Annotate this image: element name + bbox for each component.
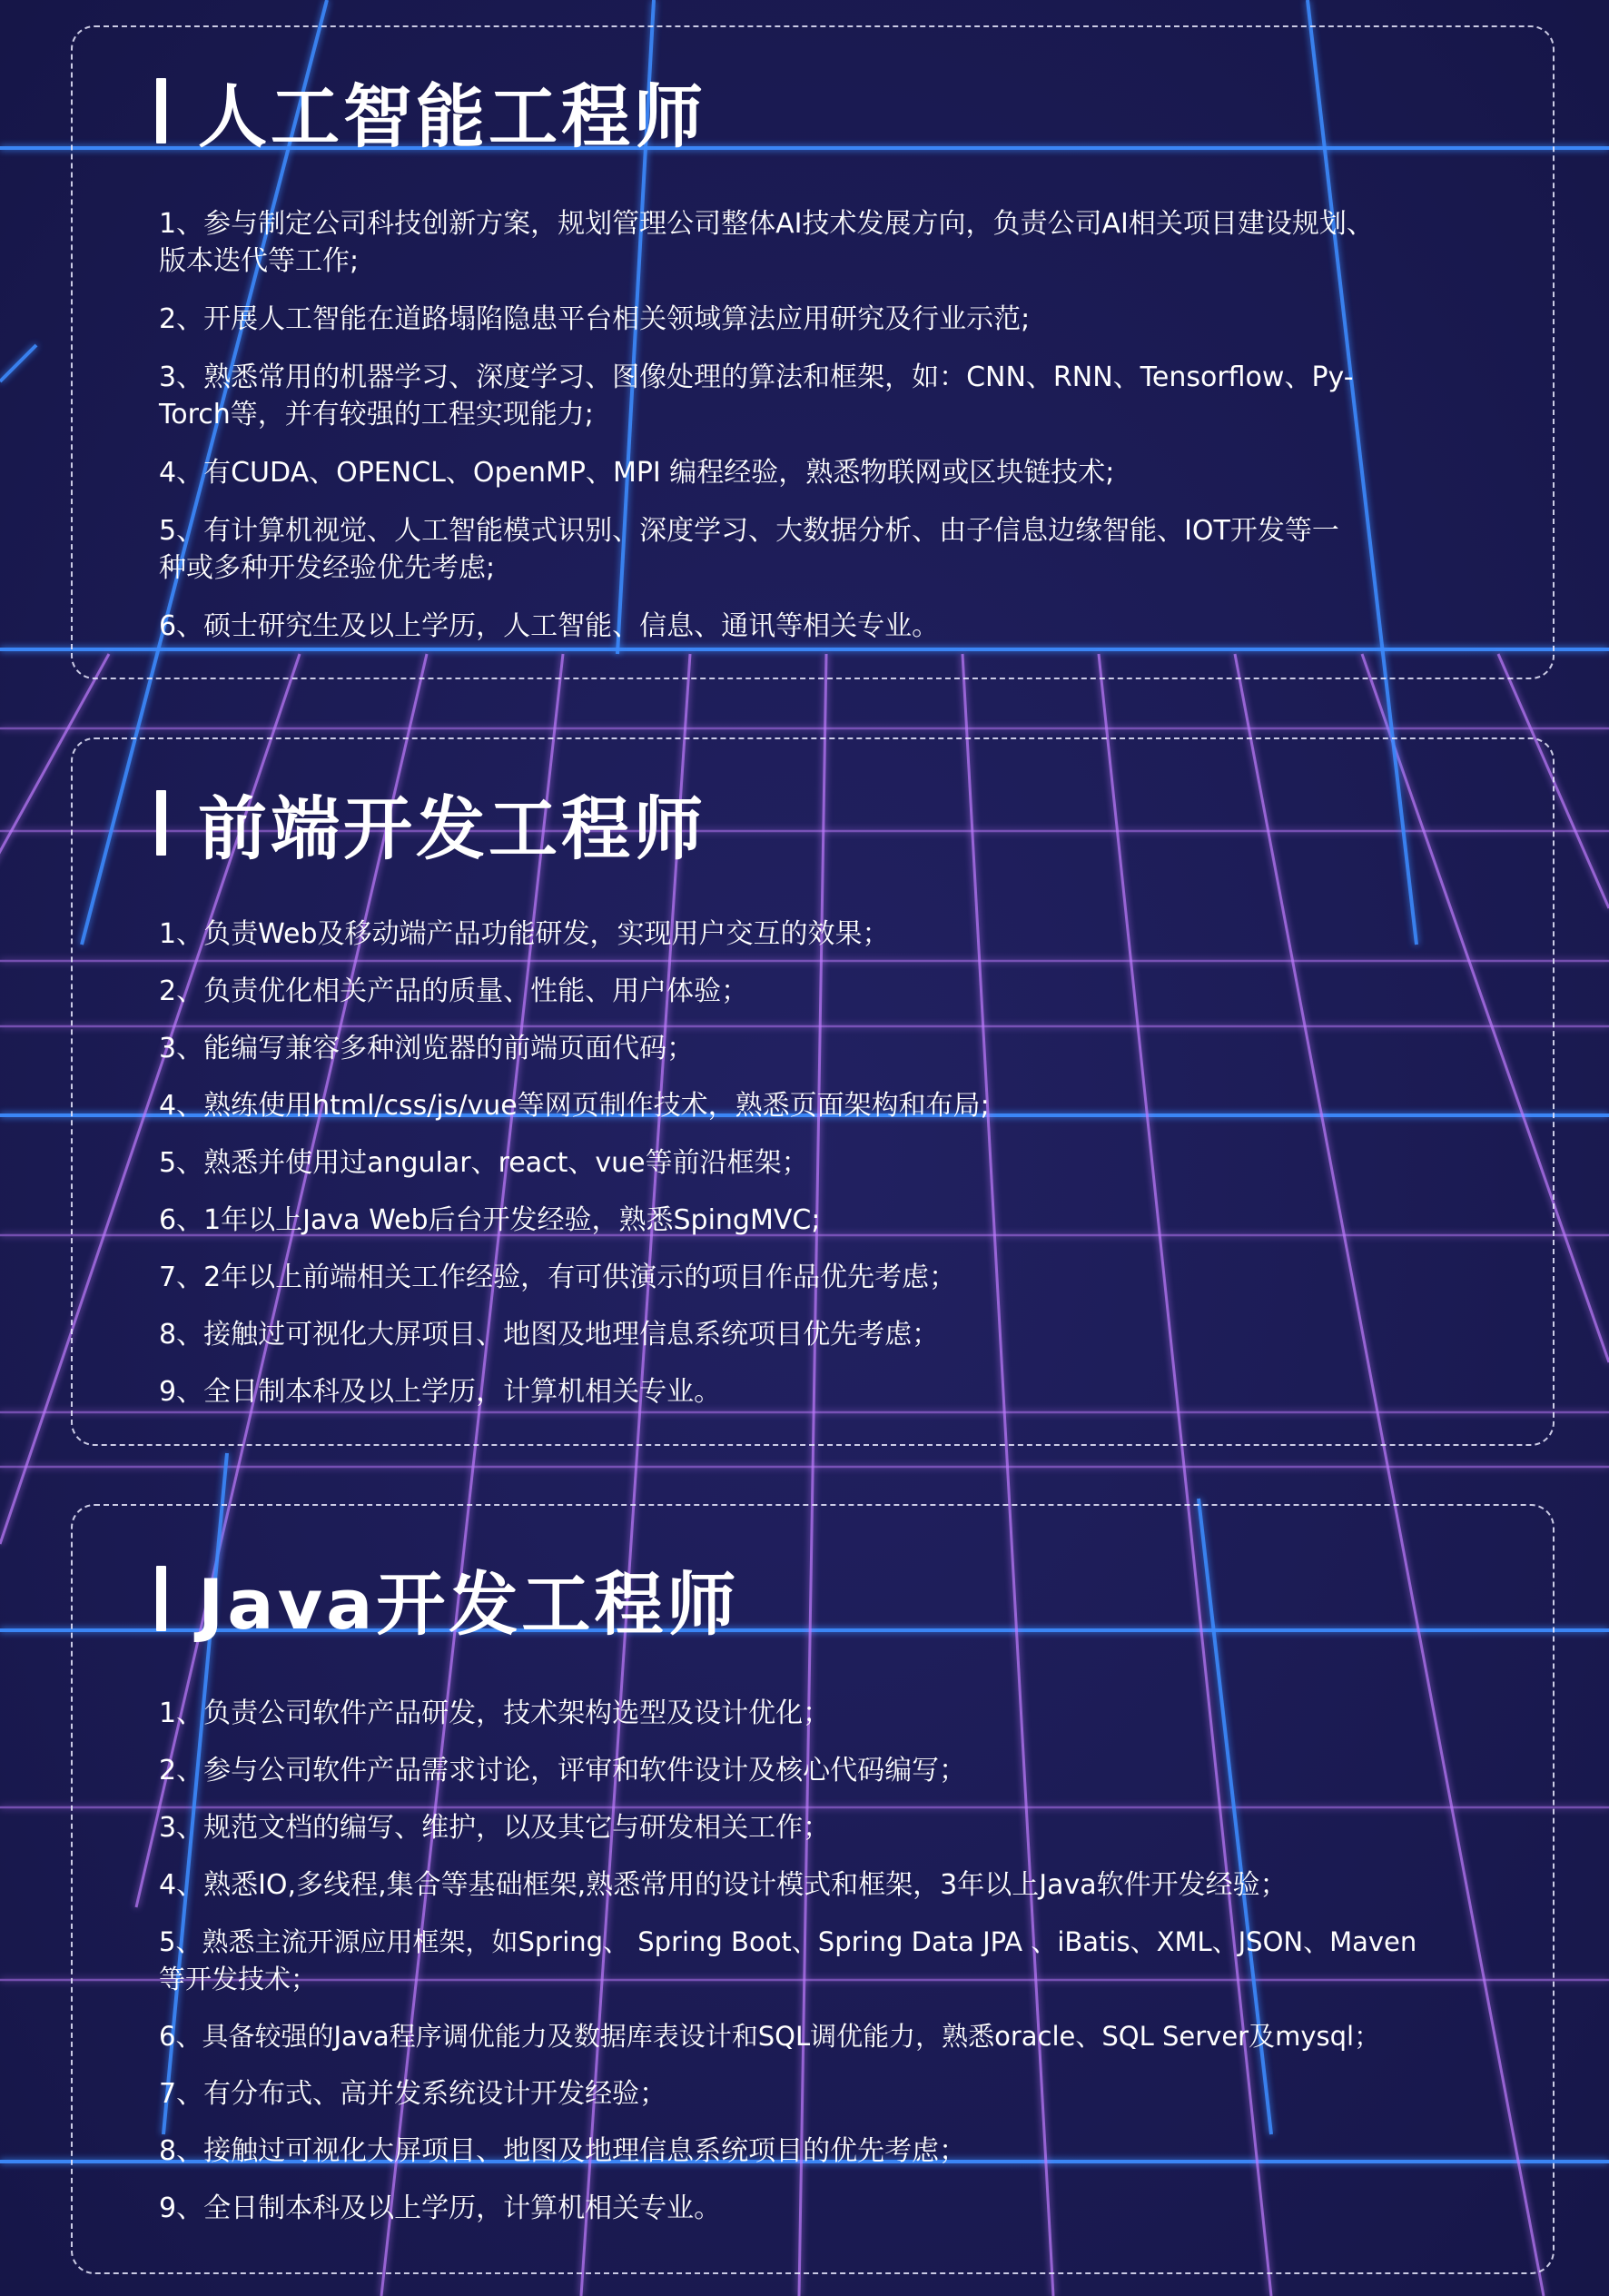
job-card-ai-engineer — [71, 25, 1555, 679]
job-title — [156, 777, 706, 868]
requirement-item: 3、规范文档的编写、维护，以及其它与研发相关工作； — [159, 1812, 831, 1844]
requirements-list — [159, 205, 1520, 645]
requirement-item: 5、熟悉并使用过angular、react、vue等前沿框架； — [159, 1147, 809, 1179]
job-title-text: 前端开发工程师 — [198, 787, 706, 869]
requirement-item: 8、接触过可视化大屏项目、地图及地理信息系统项目的优先考虑； — [159, 2135, 967, 2167]
requirement-item: 4、熟悉IO,多线程,集合等基础框架,熟悉常用的设计模式和框架，3年以上Java软件开发经验； — [159, 1869, 1288, 1901]
requirement-item: 1、负责Web及移动端产品功能研发，实现用户交互的效果； — [159, 918, 890, 950]
requirement-item: 2、开展人工智能在道路塌陷隐患平台相关领域算法应用研究及行业示范; — [159, 303, 1031, 335]
title-accent-bar — [156, 790, 166, 856]
job-title-text: 人工智能工程师 — [198, 75, 706, 157]
requirement-item: 1、参与制定公司科技创新方案，规划管理公司整体AI技术发展方向，负责公司AI相关项目建设规划、 版本迭代等工作; — [159, 208, 1374, 277]
requirement-item: 3、能编写兼容多种浏览器的前端页面代码； — [159, 1033, 695, 1064]
requirement-item: 9、全日制本科及以上学历，计算机相关专业。 — [159, 1376, 722, 1408]
job-title — [156, 65, 706, 156]
job-card-java-engineer — [71, 1504, 1555, 2274]
requirement-item: 4、有CUDA、OPENCL、OpenMP、MPI 编程经验，熟悉物联网或区块链技术; — [159, 457, 1115, 489]
requirement-item: 2、参与公司软件产品需求讨论，评审和软件设计及核心代码编写； — [159, 1755, 967, 1786]
requirement-item: 3、熟悉常用的机器学习、深度学习、图像处理的算法和框架，如：CNN、RNN、Tensorflow、Py- Torch等，并有较强的工程实现能力; — [159, 361, 1354, 430]
requirement-item: 6、硕士研究生及以上学历，人工智能、信息、通讯等相关专业。 — [159, 610, 940, 642]
job-title — [156, 1553, 739, 1644]
job-title-text: Java开发工程师 — [198, 1563, 740, 1645]
requirement-item: 7、2年以上前端相关工作经验，有可供演示的项目作品优先考虑； — [159, 1262, 957, 1293]
requirement-item: 8、接触过可视化大屏项目、地图及地理信息系统项目优先考虑； — [159, 1319, 940, 1351]
requirement-item: 9、全日制本科及以上学历，计算机相关专业。 — [159, 2192, 722, 2224]
requirements-list — [159, 1695, 1520, 2227]
requirement-item: 6、具备较强的Java程序调优能力及数据库表设计和SQL调优能力，熟悉oracle、SQL Server及mysql； — [159, 2021, 1381, 2052]
requirement-item: 5、熟悉主流开源应用框架，如Spring、 Spring Boot、Spring Data JPA 、iBatis、XML、JSON、Maven 等开发技术； — [159, 1926, 1417, 1994]
requirements-list — [159, 915, 1520, 1410]
requirement-item: 2、负责优化相关产品的质量、性能、用户体验； — [159, 975, 749, 1007]
title-accent-bar — [156, 78, 166, 144]
requirement-item: 7、有分布式、高并发系统设计开发经验； — [159, 2078, 667, 2110]
title-accent-bar — [156, 1566, 166, 1631]
requirement-item: 6、1年以上Java Web后台开发经验，熟悉SpingMVC; — [159, 1204, 821, 1236]
requirement-item: 1、负责公司软件产品研发，技术架构选型及设计优化； — [159, 1697, 831, 1729]
requirement-item: 5、有计算机视觉、人工智能模式识别、深度学习、大数据分析、由子信息边缘智能、IOT开发等一 种或多种开发经验优先考虑; — [159, 515, 1339, 584]
requirement-item: 4、熟练使用html/css/js/vue等网页制作技术，熟悉页面架构和布局; — [159, 1090, 990, 1122]
job-card-frontend-engineer — [71, 737, 1555, 1446]
